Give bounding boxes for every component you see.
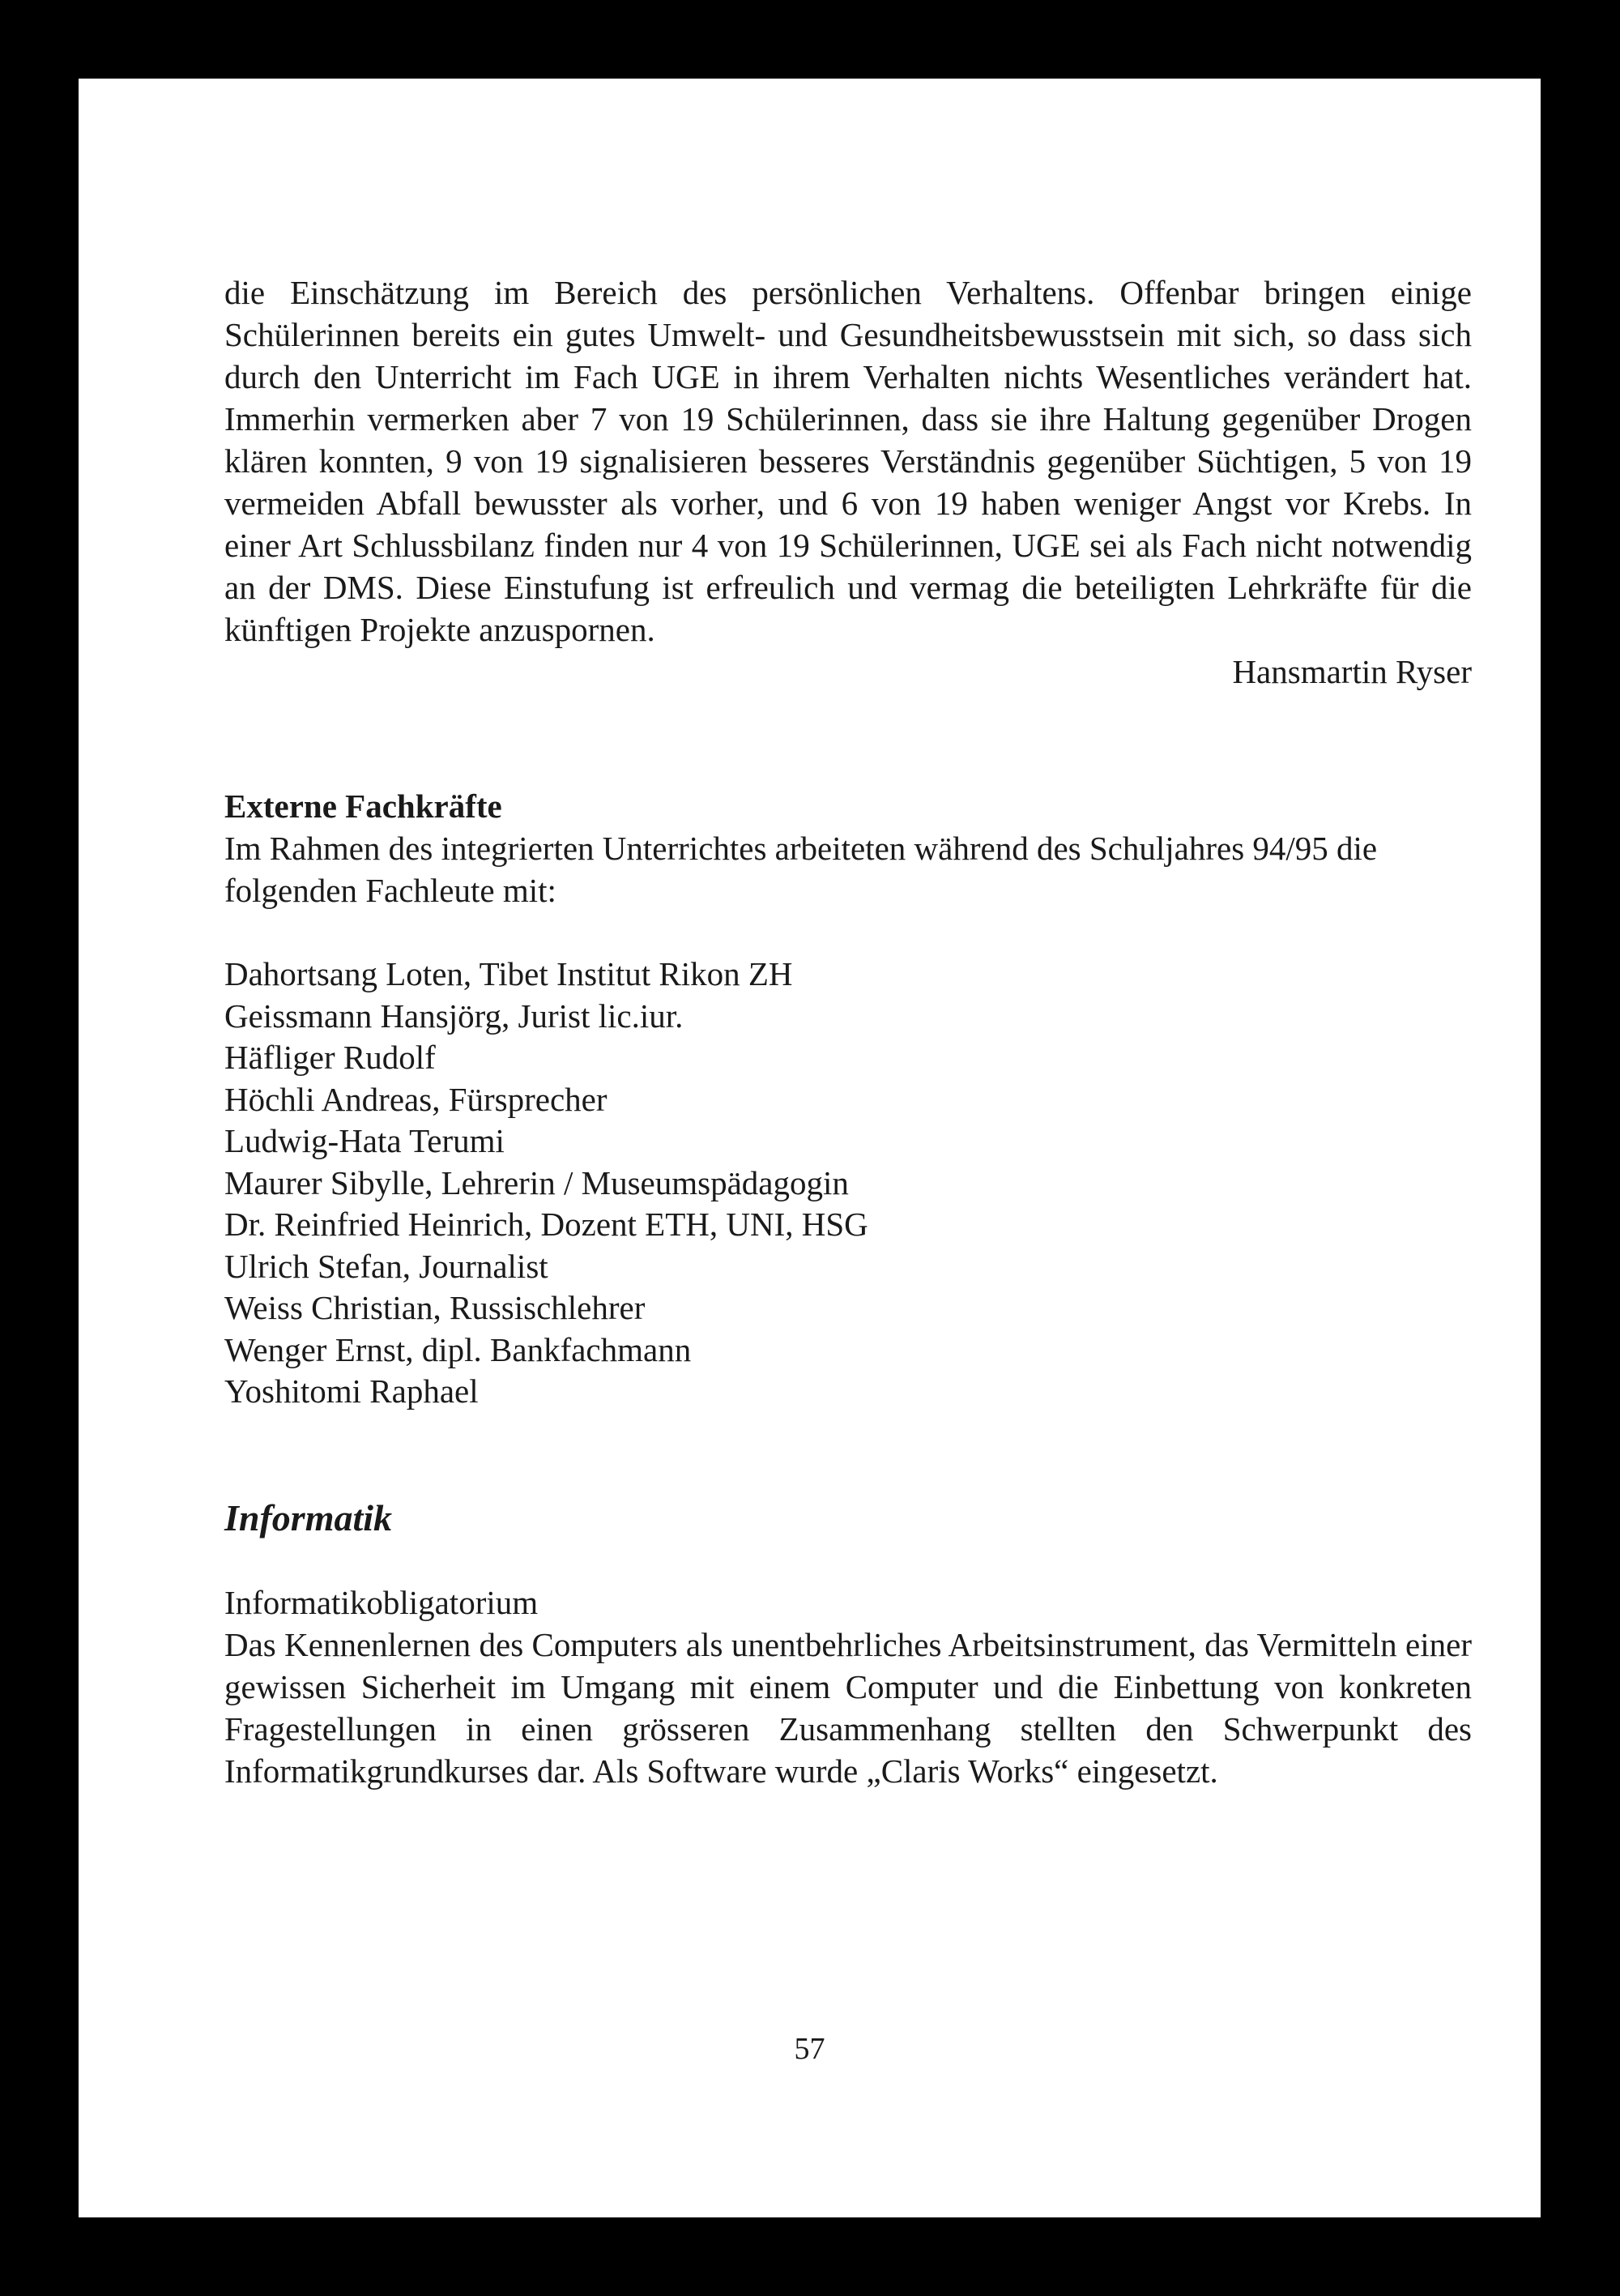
list-item: Weiss Christian, Russischlehrer [224,1289,646,1326]
list-item: Dahortsang Loten, Tibet Institut Rikon ZH [224,955,793,992]
experts-intro: Im Rahmen des integrierten Unterrichtes arbeiteten während des Schuljahres 94/95 die folgenden Fachleute mit: [224,830,1378,909]
list-item: Dr. Reinfried Heinrich, Dozent ETH, UNI, HSG [224,1206,868,1243]
body-paragraph: die Einschätzung im Bereich des persönlichen Verhaltens. Offenbar bringen einige Schülerinnen bereits ein gutes Umwelt- und Gesundheitsbewusstsein mit sich, so dass sich durch den Unterricht im Fach UGE in ihrem Verhalten nichts Wesentliches verändert hat. Immerhin vermerken aber 7 von 19 Schülerinnen, dass sie ihre Haltung gegenüber Drogen klären konnten, 9 von 19 signalisieren besseres Verständnis gegenüber Süchtigen, 5 von 19 vermeiden Abfall bewusster als vorher, und 6 von 19 haben weniger Angst vor Krebs. In einer Art Schlussbilanz finden nur 4 von 19 Schülerinnen, UGE sei als Fach nicht notwendig an der DMS. Diese Einstufung ist erfreulich und vermag die beteiligten Lehrkräfte für die künftigen Projekte anzuspornen. [224,274,1472,648]
section-spacer [224,693,1472,785]
list-spacer [224,911,1472,954]
list-item: Geissmann Hansjörg, Jurist lic.iur. [224,996,684,1035]
author-signature: Hansmartin Ryser [1232,653,1472,690]
section-heading-externe-fachkraefte: Externe Fachkräfte [224,787,502,825]
informatik-subheading: Informatikobligatorium [224,1583,539,1621]
informatik-paragraph: Das Kennenlernen des Computers als unentbehrliches Arbeitsinstrument, das Vermitteln einer gewissen Sicherheit im Umgang mit einem Computer und die Einbettung von konkreten Fragestellungen in einen grösseren Zusammenhang stellten den Schwerpunkt des Informatikgrundkurses dar. Als Software wurde „Claris Works“ eingesetzt. [224,1625,1472,1790]
list-item: Häfliger Rudolf [224,1039,436,1076]
page-content [224,271,1472,1792]
list-item: Ulrich Stefan, Journalist [224,1247,548,1285]
list-item: Wenger Ernst, dipl. Bankfachmann [224,1330,692,1368]
document-page [79,79,1541,2217]
list-item: Höchli Andreas, Fürsprecher [224,1080,608,1118]
list-item: Yoshitomi Raphael [224,1372,479,1410]
chapter-spacer [224,1413,1472,1496]
experts-list [224,954,1472,1413]
page-number: 57 [794,2032,825,2066]
chapter-title-informatik: Informatik [224,1496,393,1538]
list-item: Maurer Sibylle, Lehrerin / Museumspädagogin [224,1163,849,1201]
subheading-spacer [224,1541,1472,1581]
list-item: Ludwig-Hata Terumi [224,1122,505,1159]
